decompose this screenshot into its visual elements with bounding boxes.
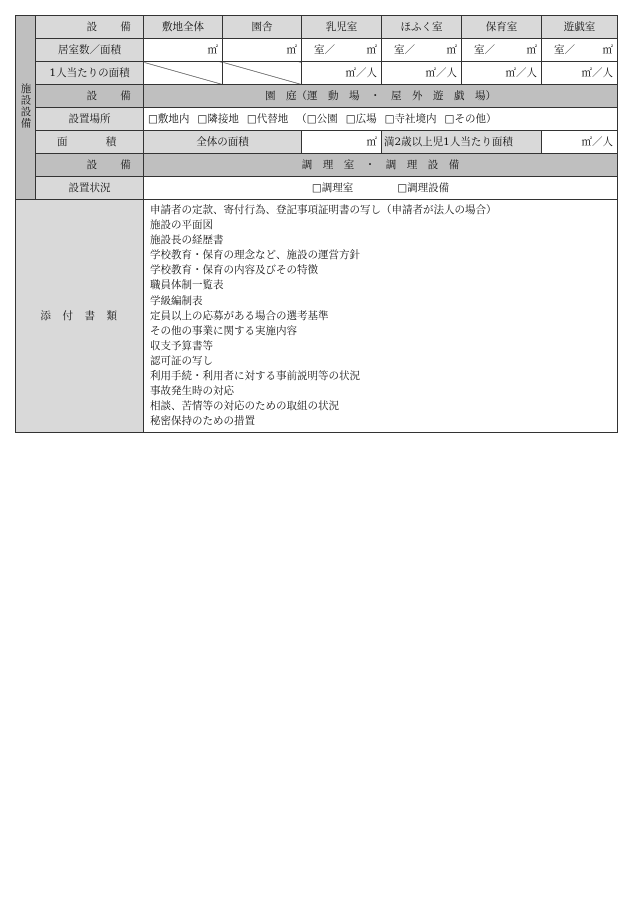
- location-row: [16, 108, 618, 131]
- section-label-text: 施設設備: [19, 82, 32, 129]
- per-child-area-field[interactable]: ㎡／人: [542, 131, 618, 154]
- checkbox-kitchen-room[interactable]: □調理室: [311, 182, 354, 194]
- attachments-list: [144, 200, 618, 433]
- per-child-area-label: 満2歳以上児1人当たり面積: [382, 131, 542, 154]
- facility-form-table: [15, 15, 618, 433]
- col-crawling-room: ほふく室: [382, 16, 462, 39]
- site-per-person-na: [144, 62, 223, 85]
- area-unit: ㎡: [366, 44, 377, 56]
- garden-header-row: [16, 85, 618, 108]
- attachment-item: 秘密保持のための措置: [150, 415, 255, 428]
- area-label: 面 積: [36, 131, 144, 154]
- area-unit: ㎡: [602, 44, 613, 56]
- room-unit: 室／: [554, 44, 575, 56]
- col-building: 園舎: [223, 16, 302, 39]
- room-unit: 室／: [474, 44, 495, 56]
- infant-room-per-person-field[interactable]: ㎡／人: [302, 62, 382, 85]
- kitchen-header-row: [16, 154, 618, 177]
- rooms-area-label: 居室数／面積: [36, 39, 144, 62]
- playroom-per-person-field[interactable]: ㎡／人: [542, 62, 618, 85]
- attachments-label: 添付書類: [16, 200, 144, 433]
- checkbox-shrine[interactable]: □寺社境内: [384, 113, 437, 125]
- attachment-item: 職員体制一覧表: [150, 279, 224, 292]
- attachment-item: 事故発生時の対応: [150, 385, 234, 398]
- per-person-area-row: [16, 62, 618, 85]
- section-label-facilities: [16, 16, 36, 200]
- attachment-item: 相談、苦情等の対応のための取組の状況: [150, 400, 339, 413]
- attachment-item: 利用手続・利用者に対する事前説明等の状況: [150, 370, 360, 383]
- site-area-field[interactable]: [144, 39, 223, 62]
- col-infant-room: 乳児室: [302, 16, 382, 39]
- checkbox-park[interactable]: （□公園: [296, 113, 338, 125]
- kitchen-status-options: [144, 177, 618, 200]
- playroom-rooms-field[interactable]: [542, 39, 618, 62]
- building-area-field[interactable]: [223, 39, 302, 62]
- attachment-item: 申請者の定款、寄付行為、登記事項証明書の写し（申請者が法人の場合）: [150, 204, 497, 216]
- checkbox-on-site[interactable]: □敷地内: [148, 113, 190, 125]
- area-unit: ㎡: [526, 44, 537, 56]
- kitchen-title: 調 理 室 ・ 調 理 設 備: [144, 154, 618, 177]
- attachment-item: 認可証の写し: [150, 354, 213, 367]
- area-unit: ㎡: [286, 44, 297, 56]
- attachment-item: 学校教育・保育の内容及びその特徴: [150, 264, 318, 277]
- attachment-item: 学校教育・保育の理念など、施設の運営方針: [150, 249, 360, 262]
- checkbox-plaza[interactable]: □広場: [345, 113, 377, 125]
- garden-title: 園 庭（運 動 場 ・ 屋 外 遊 戯 場）: [144, 85, 618, 108]
- col-nursery-room: 保育室: [462, 16, 542, 39]
- area-unit: ㎡: [207, 44, 218, 56]
- per-person-label: 1人当たりの面積: [36, 62, 144, 85]
- location-label: 設置場所: [36, 108, 144, 131]
- nursery-room-per-person-field[interactable]: ㎡／人: [462, 62, 542, 85]
- garden-facility-label: 設 備: [36, 85, 144, 108]
- infant-room-rooms-field[interactable]: [302, 39, 382, 62]
- area-row: [16, 131, 618, 154]
- attachment-item: その他の事業に関する実施内容: [150, 324, 297, 337]
- col-playroom: 遊戯室: [542, 16, 618, 39]
- kitchen-status-row: [16, 177, 618, 200]
- room-unit: 室／: [394, 44, 415, 56]
- attachment-item: 定員以上の応募がある場合の選考基準: [150, 309, 329, 322]
- rooms-area-row: [16, 39, 618, 62]
- total-area-label: 全体の面積: [144, 131, 302, 154]
- building-per-person-na: [223, 62, 302, 85]
- attachment-item: 収支予算書等: [150, 339, 213, 352]
- attachments-row: [16, 200, 618, 433]
- attachment-item: 施設長の経歴書: [150, 234, 224, 247]
- area-unit: ㎡: [446, 44, 457, 56]
- checkbox-kitchen-equipment[interactable]: □調理設備: [397, 182, 450, 194]
- checkbox-alternative[interactable]: □代替地: [246, 113, 289, 125]
- kitchen-facility-label: 設 備: [36, 154, 144, 177]
- attachment-item: 学級編制表: [150, 294, 203, 307]
- attachment-item: 施設の平面図: [150, 219, 213, 232]
- checkbox-adjacent[interactable]: □隣接地: [197, 113, 239, 125]
- crawling-room-rooms-field[interactable]: [382, 39, 462, 62]
- facility-header-row: [16, 16, 618, 39]
- kitchen-status-label: 設置状況: [36, 177, 144, 200]
- crawling-room-per-person-field[interactable]: ㎡／人: [382, 62, 462, 85]
- col-site-total: 敷地全体: [144, 16, 223, 39]
- room-unit: 室／: [314, 44, 335, 56]
- location-options: [144, 108, 618, 131]
- nursery-room-rooms-field[interactable]: [462, 39, 542, 62]
- facility-label: 設 備: [36, 16, 144, 39]
- total-area-field[interactable]: ㎡: [302, 131, 382, 154]
- checkbox-other[interactable]: □その他）: [444, 113, 497, 125]
